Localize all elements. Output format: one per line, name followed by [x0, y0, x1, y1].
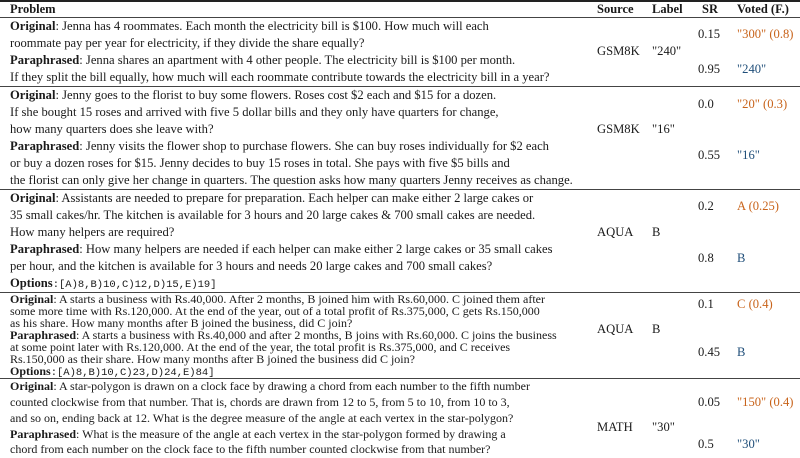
original-text: Original: A starts a business with Rs.40,000. After 2 months, B joined him with Rs.60,000. C joined them after: [10, 292, 545, 306]
paraphrased-text-cont: the florist can only give her change in quarters. The question asks how many quarters Jenny receives as change.: [10, 173, 573, 187]
source-cell: AQUA: [597, 322, 634, 336]
label-cell: B: [652, 225, 661, 239]
paraphrased-text-cont: or buy a dozen roses for $15. Jenny decides to buy 15 roses in total. She pays with five $5 bills and: [10, 156, 510, 170]
sr-original: 0.15: [698, 27, 721, 41]
sr-paraphrased: 0.55: [698, 148, 721, 162]
voted-paraphrased: B: [737, 251, 746, 265]
original-text-cont: how many quarters does she leave with?: [10, 122, 214, 136]
label-cell: "30": [652, 420, 675, 434]
voted-original: "20" (0.3): [737, 97, 788, 111]
paraphrased-text: Paraphrased: Jenny visits the flower shop to purchase flowers. She can buy roses individually for $2 each: [10, 139, 549, 153]
original-text-cont: as his share. How many months after B joined the business, did C join?: [10, 316, 353, 330]
voted-original: "300" (0.8): [737, 27, 794, 41]
paraphrased-text-cont: chord from each number on the clock face to the fifth number counted clockwise from that number?: [10, 442, 491, 456]
paraphrased-text-cont: Rs.150,000 as their share. How many months after B joined the business did C join?: [10, 352, 415, 366]
sr-original: 0.2: [698, 199, 714, 213]
original-text-cont: If she bought 15 roses and arrived with five 5 dollar bills and they only have quarters for change,: [10, 105, 499, 119]
sr-paraphrased: 0.45: [698, 345, 721, 359]
voted-original: C (0.4): [737, 297, 773, 311]
original-text-cont: roommate pay per year for electricity, if they divide the share equally?: [10, 36, 365, 50]
paraphrased-text: Paraphrased: What is the measure of the angle at each vertex in the star-polygon formed by drawing a: [10, 427, 506, 441]
header-label: Label: [652, 2, 683, 16]
header-sr: SR: [702, 2, 718, 16]
source-cell: GSM8K: [597, 44, 640, 58]
original-text: Original: Jenna has 4 roommates. Each month the electricity bill is $100. How much will each: [10, 19, 489, 33]
header-problem: Problem: [10, 2, 56, 16]
original-text-cont: and so on, ending back at 12. What is the degree measure of the angle at each vertex in the star-polygon?: [10, 411, 514, 425]
sr-original: 0.1: [698, 297, 714, 311]
voted-paraphrased: B: [737, 345, 746, 359]
sr-original: 0.0: [698, 97, 714, 111]
paraphrased-text: Paraphrased: How many helpers are needed if each helper can make either 2 large cakes or 35 small cakes: [10, 242, 553, 256]
original-text-cont: How many helpers are required?: [10, 225, 175, 239]
paraphrased-text-cont: If they split the bill equally, how much will each roommate contribute towards the electricity bill in a year?: [10, 70, 550, 84]
original-text-cont: counted clockwise from that number. That is, chords are drawn from 12 to 5, from 5 to 10, from 10 to 3,: [10, 395, 510, 409]
options-text: Options:[A)8,B)10,C)12,D)15,E)19]: [10, 276, 217, 291]
original-text: Original: A star-polygon is drawn on a clock face by drawing a chord from each number to the fifth number: [10, 379, 530, 393]
original-text-cont: 35 small cakes/hr. The kitchen is available for 3 hours and 20 large cakes & 700 small cakes are needed.: [10, 208, 536, 222]
original-text: Original: Jenny goes to the florist to buy some flowers. Roses cost $2 each and $15 for a dozen.: [10, 88, 497, 102]
voted-paraphrased: "30": [737, 437, 760, 451]
voted-paraphrased: "16": [737, 148, 760, 162]
paraphrased-text: Paraphrased: A starts a business with Rs.40,000 and after 2 months, B joins with Rs.60,000. C joins the business: [10, 328, 557, 342]
source-cell: MATH: [597, 420, 633, 434]
header-voted: Voted (F.): [737, 2, 789, 16]
paraphrased-text-cont: at some point later with Rs.120,000. At the end of the year, the total profit is Rs.375,000, and C receives: [10, 340, 511, 354]
header-source: Source: [597, 2, 634, 16]
original-text: Original: Assistants are needed to prepare for preparation. Each helper can make either 2 large cakes or: [10, 191, 534, 205]
voted-original: A (0.25): [737, 199, 779, 213]
label-cell: B: [652, 322, 661, 336]
original-text-cont: some more time with Rs.120,000. At the end of the year, out of a total profit of Rs.375,000, C gets Rs.150,000: [10, 304, 540, 318]
label-cell: "240": [652, 44, 682, 58]
options-text: Options:[A)8,B)10,C)23,D)24,E)84]: [10, 364, 215, 379]
paraphrased-text: Paraphrased: Jenna shares an apartment with 4 other people. The electricity bill is $100 per month.: [10, 53, 516, 67]
sr-paraphrased: 0.95: [698, 62, 721, 76]
voted-paraphrased: "240": [737, 62, 767, 76]
sr-paraphrased: 0.8: [698, 251, 714, 265]
paraphrased-text-cont: per hour, and the kitchen is available for 3 hours and needs 20 large cakes and 700 small cakes?: [10, 259, 493, 273]
sr-paraphrased: 0.5: [698, 437, 714, 451]
voted-original: "150" (0.4): [737, 395, 794, 409]
label-cell: "16": [652, 122, 675, 136]
source-cell: GSM8K: [597, 122, 640, 136]
source-cell: AQUA: [597, 225, 634, 239]
sr-original: 0.05: [698, 395, 721, 409]
